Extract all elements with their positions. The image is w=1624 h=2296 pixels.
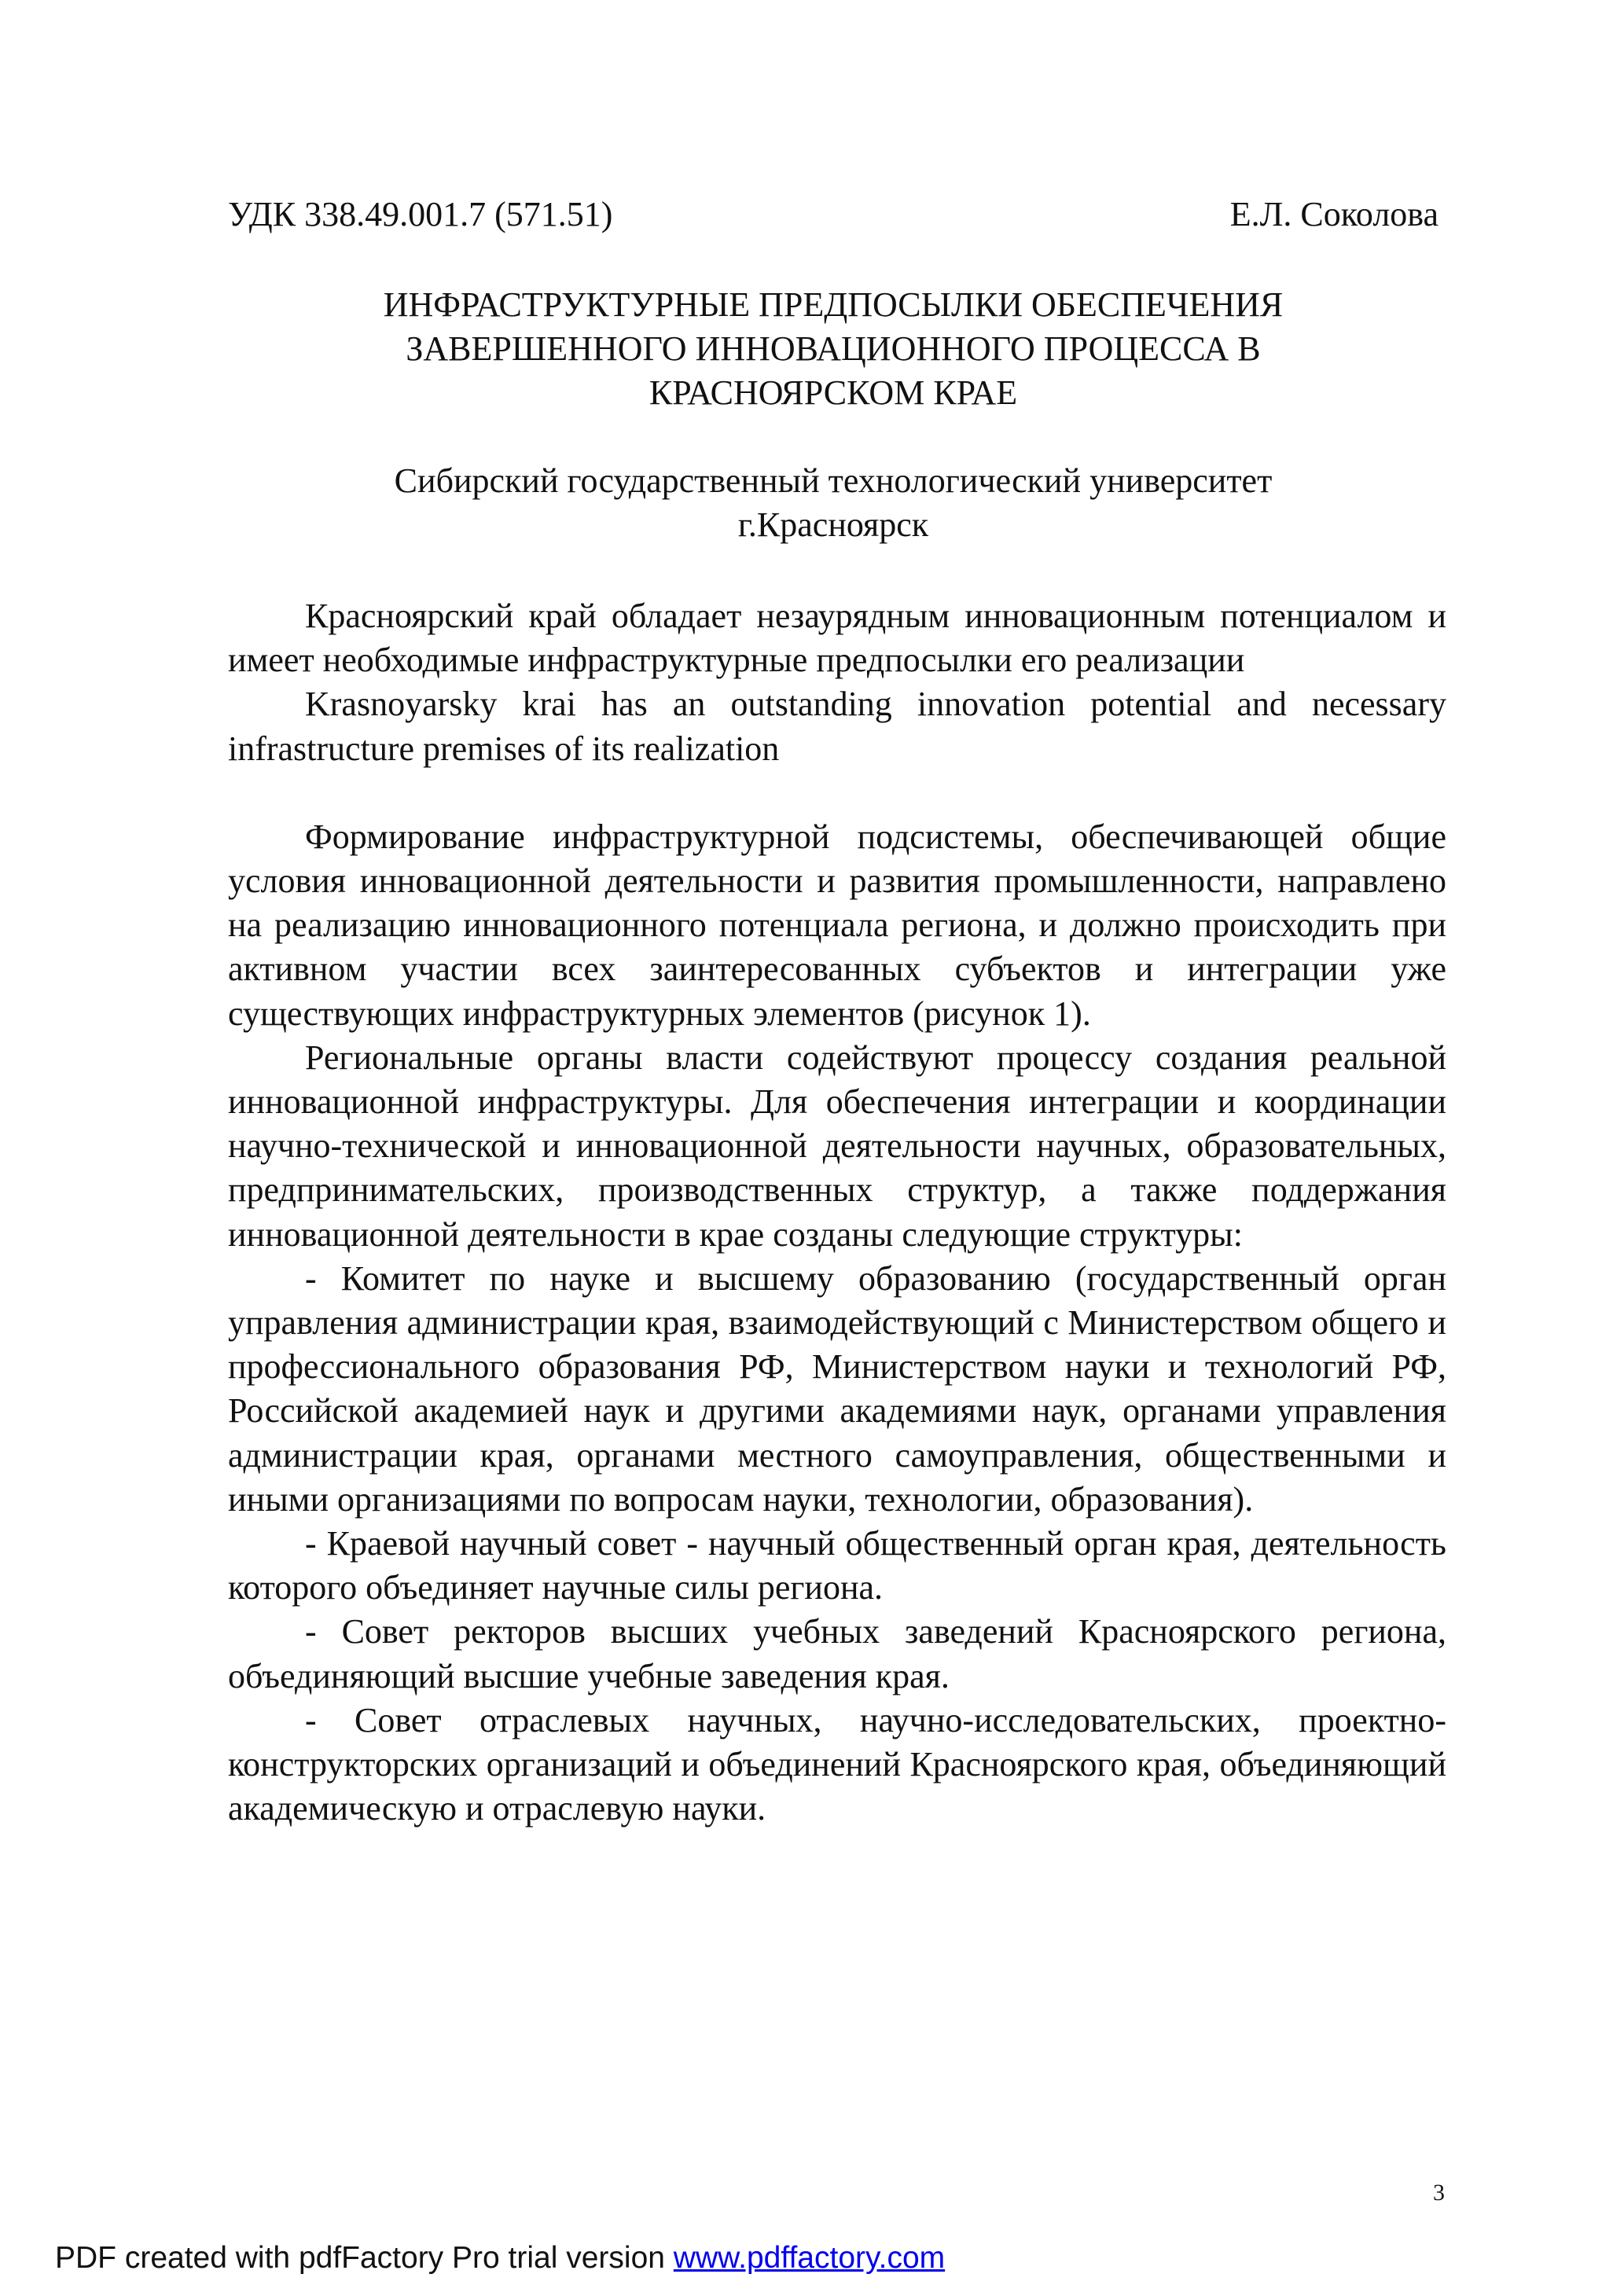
footer-text: PDF created with pdfFactory Pro trial version	[55, 2241, 674, 2275]
udk-code: УДК 338.49.001.7 (571.51)	[228, 195, 613, 233]
abstract-ru: Красноярский край обладает незаурядным инновационным потенциалом и имеет необходимые инфраструктурные предпосылки его реализации	[228, 597, 1446, 680]
body-text	[228, 594, 1446, 1831]
title-line: ЗАВЕРШЕННОГО ИННОВАЦИОННОГО ПРОЦЕССА В	[406, 329, 1261, 368]
pdf-footer	[55, 2240, 945, 2276]
paper-title	[228, 283, 1438, 415]
body-paragraph: Региональные органы власти содействуют процессу создания реальной инновационной инфраструктуры. Для обеспечения интеграции и координации научно-технической и инновационной деятельности научных, образовательных, предпринимательских, производственных структур, а также поддержания инновационной деятельности в крае созданы следующие структуры:	[228, 1038, 1446, 1254]
title-line: ИНФРАСТРУКТУРНЫЕ ПРЕДПОСЫЛКИ ОБЕСПЕЧЕНИЯ	[383, 285, 1284, 324]
list-item: - Совет ректоров высших учебных заведений Красноярского региона, объединяющий высшие учебные заведения края.	[228, 1612, 1446, 1695]
abstract-en: Krasnoyarsky krai has an outstanding innovation potential and necessary infrastructure premises of its realization	[228, 685, 1446, 768]
header-row	[228, 193, 1438, 240]
body-paragraph: Формирование инфраструктурной подсистемы, обеспечивающей общие условия инновационной деятельности и развития промышленности, направлено на реализацию инновационного потенциала региона, и должно происходить при активном участии всех заинтересованных субъектов и интеграции уже существующих инфраструктурных элементов (рисунок 1).	[228, 817, 1446, 1033]
footer-link[interactable]: www.pdffactory.com	[673, 2241, 946, 2275]
university-name: Сибирский государственный технологический университет	[394, 461, 1273, 500]
affiliation	[228, 459, 1438, 547]
title-line: КРАСНОЯРСКОМ КРАЕ	[648, 373, 1018, 412]
city-name: г.Красноярск	[737, 505, 929, 544]
list-item: - Совет отраслевых научных, научно-исследовательских, проектно-конструкторских организаций и объединений Красноярского края, объединяющий академическую и отраслевую науки.	[228, 1700, 1446, 1828]
list-item: - Комитет по науке и высшему образованию (государственный орган управления администрации края, взаимодействующий с Министерством общего и профессионального образования РФ, Министерством науки и технологий РФ, Российской академией наук и другими академиями наук, органами управления администрации края, органами местного самоуправления, общественными и иными организациями по вопросам науки, технологии, образования).	[228, 1258, 1446, 1519]
page-number: 3	[1433, 2180, 1445, 2206]
author-name: Е.Л. Соколова	[1229, 195, 1438, 233]
list-item: - Краевой научный совет - научный общественный орган края, деятельность которого объединяет научные силы региона.	[228, 1524, 1446, 1607]
